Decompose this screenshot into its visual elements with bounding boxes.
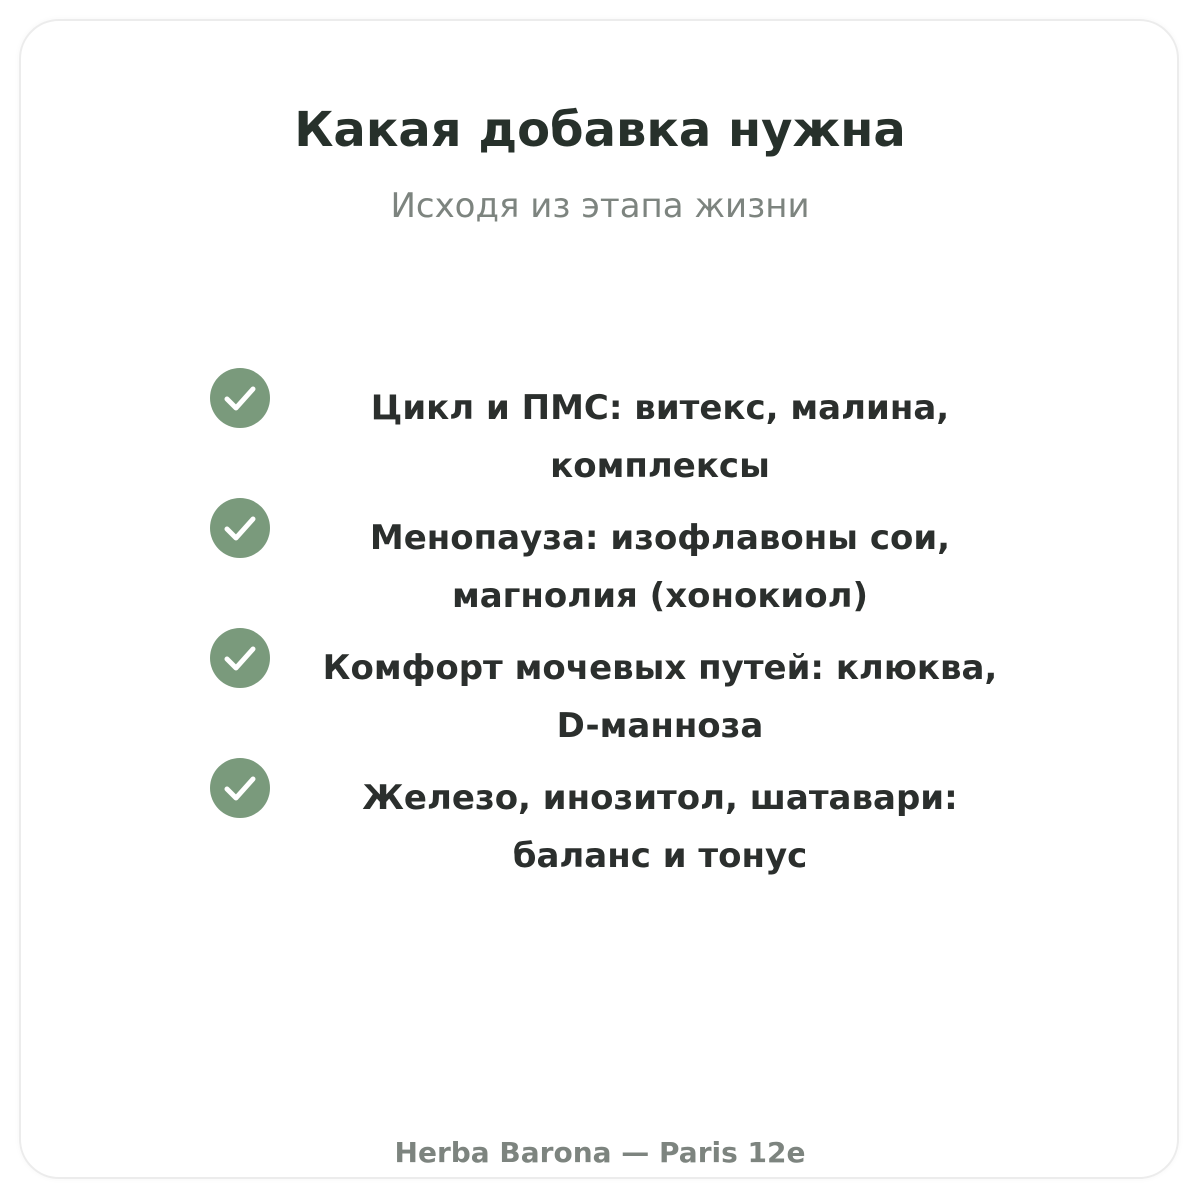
check-circle-icon: [210, 628, 270, 688]
check-circle-icon: [210, 368, 270, 428]
list-item: [0, 360, 1200, 486]
footer-brand: Herba Barona — Paris 12e: [394, 1136, 806, 1169]
list-item-text: Менопауза: изофлавоны сои, магнолия (хонокиол): [369, 518, 951, 616]
list-item: [0, 750, 1200, 876]
check-circle-icon: [210, 758, 270, 818]
list-item: [0, 490, 1200, 616]
list-item: [0, 620, 1200, 746]
list-item-text: Цикл и ПМС: витекс, малина, комплексы: [370, 388, 950, 486]
list-item-text: Комфорт мочевых путей: клюква, D-манноза: [322, 648, 998, 746]
list-item-text: Железо, инозитол, шатавари: баланс и тонус: [362, 778, 958, 876]
page-subtitle: Исходя из этапа жизни: [390, 186, 810, 226]
check-circle-icon: [210, 498, 270, 558]
page-title: Какая добавка нужна: [294, 102, 906, 158]
